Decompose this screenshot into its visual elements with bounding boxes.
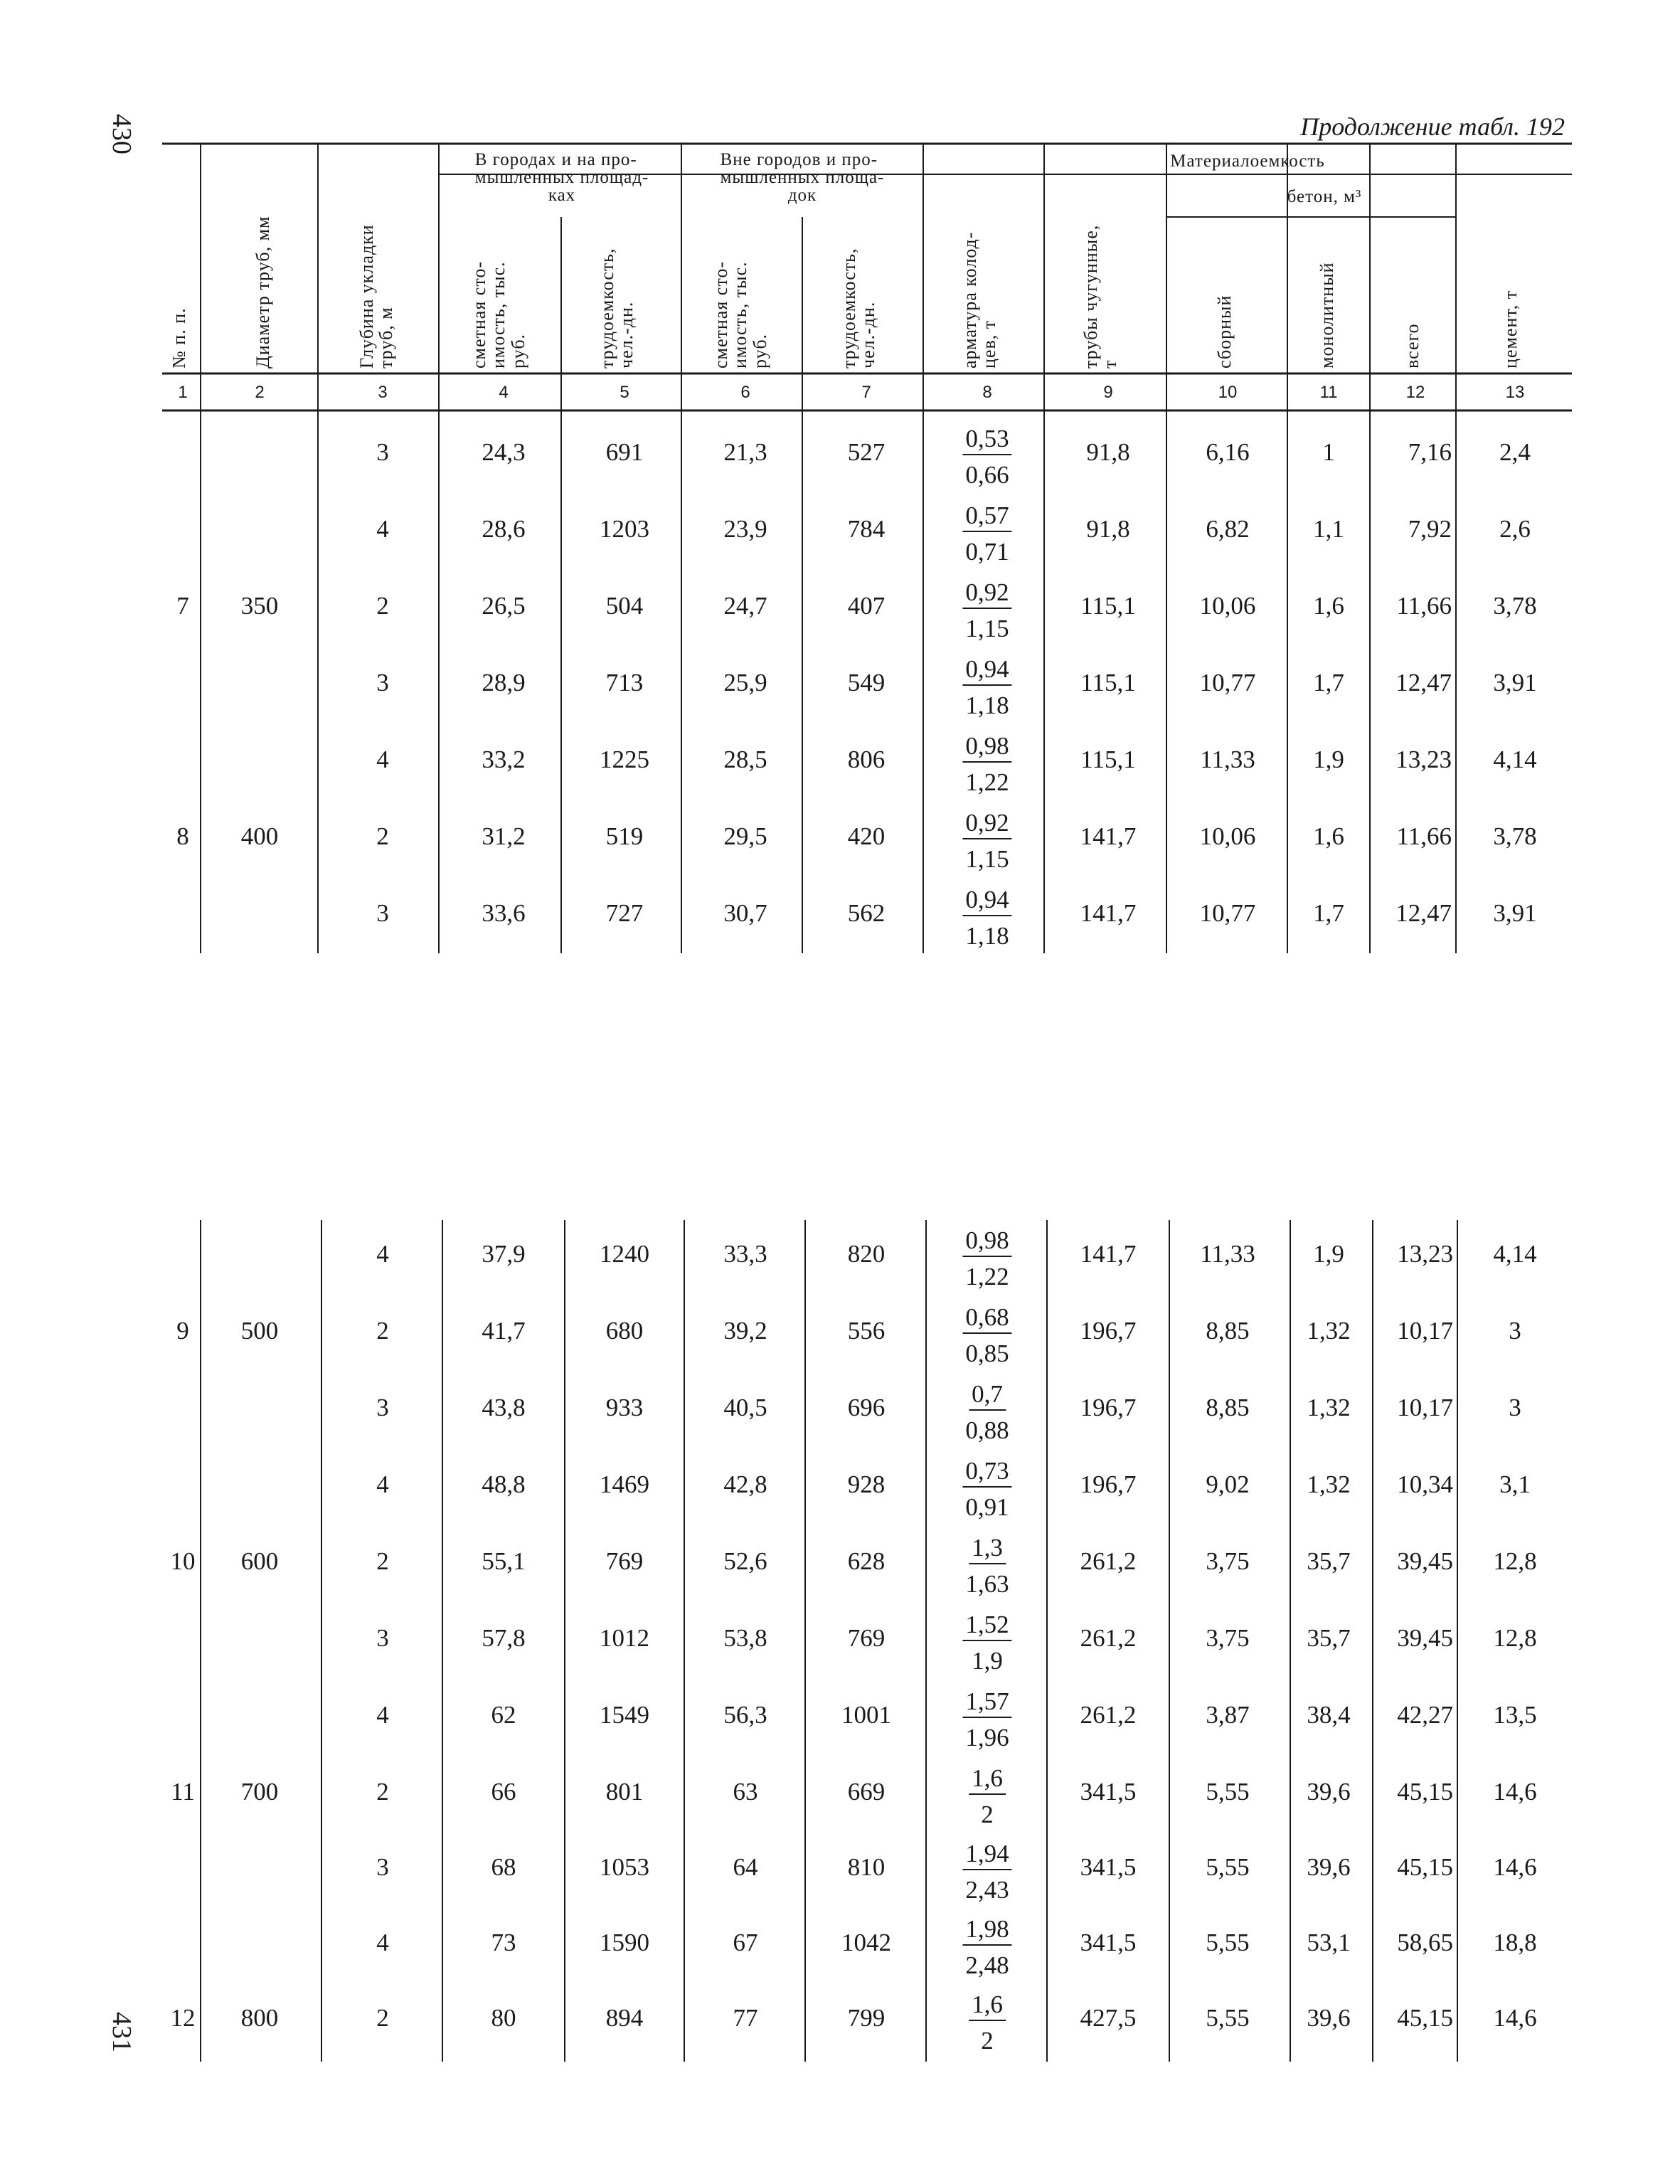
cell-depth: 3 <box>376 438 389 466</box>
rebar-denominator: 0,91 <box>965 1493 1009 1521</box>
cell-labor-cities: 1053 <box>600 1853 649 1881</box>
cell-monolithic: 1,32 <box>1307 1470 1351 1498</box>
header-outside-group: Вне городов и про- мышленных площа- док <box>720 150 885 205</box>
cell-cement: 2,6 <box>1499 515 1531 543</box>
column-number: 11 <box>1319 383 1338 402</box>
cell-labor-cities: 680 <box>605 1317 644 1345</box>
cell-cast-iron-pipes: 91,8 <box>1086 438 1130 466</box>
cell-cost-outside: 53,8 <box>723 1624 767 1652</box>
cell-labor-outside: 784 <box>847 515 886 543</box>
header-diameter: Диаметр труб, мм <box>252 216 273 369</box>
rebar-denominator: 0,85 <box>965 1340 1009 1367</box>
cell-cement: 3,91 <box>1493 899 1537 927</box>
group-diameter: 500 <box>240 1317 279 1345</box>
cell-cost-outside: 21,3 <box>723 438 767 466</box>
header-cement: цемент, т <box>1500 290 1521 369</box>
cell-total: 58,65 <box>1397 1929 1453 1956</box>
cell-rebar-fraction <box>965 1535 1009 1596</box>
cell-monolithic: 35,7 <box>1307 1624 1351 1652</box>
cell-cost-outside: 40,5 <box>723 1394 767 1421</box>
cell-cement: 3,78 <box>1493 822 1537 850</box>
cell-cost-cities: 24,3 <box>482 438 526 466</box>
group-diameter: 400 <box>240 822 279 850</box>
column-number: 13 <box>1505 383 1525 402</box>
cell-total: 12,47 <box>1395 899 1452 927</box>
cell-labor-cities: 504 <box>605 592 644 620</box>
cell-rebar-fraction <box>962 503 1011 564</box>
cell-total: 11,66 <box>1396 822 1452 850</box>
page-number-bottom: 431 <box>107 2012 137 2052</box>
cell-depth: 3 <box>376 1624 389 1652</box>
rebar-denominator: 0,71 <box>965 538 1009 566</box>
rebar-numerator: 0,57 <box>962 503 1011 532</box>
cell-precast: 6,82 <box>1206 515 1250 543</box>
header-material-group: Материалоемкость <box>1170 152 1325 171</box>
cell-cast-iron-pipes: 115,1 <box>1080 669 1136 696</box>
group-row-number: 10 <box>170 1547 196 1575</box>
cell-depth: 2 <box>376 1547 389 1575</box>
cell-cost-cities: 68 <box>491 1853 516 1881</box>
cell-cost-outside: 77 <box>733 2004 758 2032</box>
cell-rebar-fraction <box>962 1841 1011 1902</box>
header-cast-iron-pipes: трубы чугунные, т <box>1080 224 1121 369</box>
cell-cost-cities: 48,8 <box>482 1470 526 1498</box>
rebar-numerator: 0,92 <box>962 810 1011 839</box>
cell-rebar-fraction <box>962 580 1011 641</box>
cell-rebar-fraction <box>962 1612 1011 1673</box>
cell-labor-outside: 810 <box>847 1853 886 1881</box>
cell-cast-iron-pipes: 261,2 <box>1080 1701 1137 1729</box>
cell-total: 10,17 <box>1397 1394 1453 1421</box>
cell-cast-iron-pipes: 91,8 <box>1086 515 1130 543</box>
cell-total: 7,16 <box>1408 438 1452 466</box>
cell-cement: 3 <box>1509 1394 1521 1421</box>
cell-cost-cities: 66 <box>491 1778 516 1806</box>
cell-precast: 10,06 <box>1199 592 1256 620</box>
group-row-number: 7 <box>176 592 189 620</box>
cell-depth: 2 <box>376 1317 389 1345</box>
group-diameter: 700 <box>240 1778 279 1806</box>
cell-cast-iron-pipes: 141,7 <box>1080 899 1137 927</box>
rebar-denominator: 1,15 <box>965 845 1009 873</box>
cell-depth: 3 <box>376 1853 389 1881</box>
cell-cost-cities: 43,8 <box>482 1394 526 1421</box>
cell-labor-outside: 628 <box>847 1547 886 1575</box>
cell-total: 45,15 <box>1397 1778 1453 1806</box>
rebar-numerator: 1,52 <box>962 1612 1011 1641</box>
cell-cost-outside: 28,5 <box>723 746 767 773</box>
column-number: 2 <box>255 383 265 402</box>
cell-labor-outside: 527 <box>847 438 886 466</box>
cell-rebar-fraction <box>962 1689 1011 1750</box>
cell-cost-outside: 42,8 <box>723 1470 767 1498</box>
cell-labor-cities: 933 <box>605 1394 644 1421</box>
column-number: 3 <box>378 383 388 402</box>
cell-labor-outside: 928 <box>847 1470 886 1498</box>
cell-cost-cities: 33,6 <box>482 899 526 927</box>
cell-monolithic: 1,6 <box>1313 592 1344 620</box>
rebar-numerator: 0,98 <box>962 1228 1011 1257</box>
cell-precast: 9,02 <box>1206 1470 1250 1498</box>
header-concrete-group: бетон, м³ <box>1287 187 1362 206</box>
rebar-numerator: 0,92 <box>962 580 1011 609</box>
column-number: 4 <box>499 383 509 402</box>
header-cost-outside: сметная сто- имость, тыс. руб. <box>711 260 770 369</box>
column-number: 7 <box>861 383 871 402</box>
rebar-denominator: 2 <box>981 2027 994 2055</box>
cell-total: 13,23 <box>1397 1240 1453 1268</box>
rebar-numerator: 1,94 <box>962 1841 1011 1870</box>
rebar-denominator: 1,22 <box>965 768 1009 796</box>
cell-labor-cities: 894 <box>605 2004 644 2032</box>
cell-labor-outside: 407 <box>847 592 886 620</box>
cell-precast: 8,85 <box>1206 1394 1250 1421</box>
cell-rebar-fraction <box>969 1992 1006 2053</box>
rebar-denominator: 1,63 <box>965 1570 1009 1598</box>
cell-monolithic: 39,6 <box>1307 2004 1351 2032</box>
cell-precast: 11,33 <box>1200 1240 1255 1268</box>
cell-depth: 4 <box>376 1929 389 1956</box>
rebar-numerator: 1,3 <box>969 1535 1006 1564</box>
cell-cement: 12,8 <box>1493 1547 1537 1575</box>
table-continuation-caption: Продолжение табл. 192 <box>1300 112 1565 141</box>
cell-monolithic: 35,7 <box>1307 1547 1351 1575</box>
cell-cost-outside: 56,3 <box>723 1701 767 1729</box>
rebar-denominator: 1,15 <box>965 615 1009 642</box>
cell-precast: 5,55 <box>1206 1853 1250 1881</box>
cell-labor-cities: 691 <box>605 438 644 466</box>
cell-cast-iron-pipes: 141,7 <box>1080 1240 1137 1268</box>
column-number: 1 <box>178 383 188 402</box>
cell-labor-cities: 713 <box>605 669 644 696</box>
cell-cement: 3 <box>1509 1317 1521 1345</box>
cell-labor-cities: 519 <box>605 822 644 850</box>
cell-depth: 3 <box>376 669 389 696</box>
rebar-denominator: 1,22 <box>965 1263 1009 1290</box>
cell-cost-cities: 57,8 <box>482 1624 526 1652</box>
rebar-numerator: 0,7 <box>969 1382 1006 1411</box>
cell-rebar-fraction <box>962 1228 1011 1289</box>
cell-labor-outside: 556 <box>847 1317 886 1345</box>
cell-total: 12,47 <box>1395 669 1452 696</box>
cell-cement: 14,6 <box>1493 1853 1537 1881</box>
header-cities-group: В городах и на про- мышленных площад- ках <box>474 150 649 205</box>
cell-labor-outside: 669 <box>847 1778 886 1806</box>
cell-cost-outside: 52,6 <box>723 1547 767 1575</box>
cell-monolithic: 39,6 <box>1307 1853 1351 1881</box>
cell-precast: 6,16 <box>1206 438 1250 466</box>
rebar-denominator: 1,9 <box>972 1647 1003 1675</box>
cell-cost-outside: 39,2 <box>723 1317 767 1345</box>
cell-cost-cities: 37,9 <box>482 1240 526 1268</box>
rebar-numerator: 1,6 <box>969 1766 1006 1795</box>
cell-monolithic: 1,32 <box>1307 1394 1351 1421</box>
cell-total: 10,34 <box>1397 1470 1453 1498</box>
cell-labor-outside: 799 <box>847 2004 886 2032</box>
cell-total: 42,27 <box>1397 1701 1453 1729</box>
cell-total: 39,45 <box>1397 1547 1453 1575</box>
cell-cost-outside: 23,9 <box>723 515 767 543</box>
group-row-number: 12 <box>170 2004 196 2032</box>
cell-labor-outside: 696 <box>847 1394 886 1421</box>
rebar-numerator: 1,57 <box>962 1689 1011 1718</box>
cell-labor-outside: 562 <box>847 899 886 927</box>
cell-depth: 4 <box>376 1701 389 1729</box>
cell-labor-outside: 769 <box>847 1624 886 1652</box>
cell-precast: 10,77 <box>1199 669 1256 696</box>
column-number: 5 <box>620 383 629 402</box>
cell-depth: 4 <box>376 1470 389 1498</box>
cell-depth: 4 <box>376 746 389 773</box>
cell-cast-iron-pipes: 115,1 <box>1080 746 1136 773</box>
header-row-number: № п. п. <box>169 307 189 369</box>
cell-precast: 11,33 <box>1200 746 1255 773</box>
cell-labor-cities: 769 <box>605 1547 644 1575</box>
cell-monolithic: 1,7 <box>1313 669 1344 696</box>
column-number: 6 <box>740 383 750 402</box>
cell-cast-iron-pipes: 261,2 <box>1080 1547 1137 1575</box>
cell-total: 13,23 <box>1395 746 1452 773</box>
rebar-numerator: 1,6 <box>969 1992 1006 2021</box>
cell-cast-iron-pipes: 196,7 <box>1080 1317 1137 1345</box>
cell-total: 39,45 <box>1397 1624 1453 1652</box>
header-labor-cities: трудоемкость, чел.-дн. <box>597 248 637 369</box>
cell-precast: 3,75 <box>1206 1547 1250 1575</box>
cell-labor-outside: 549 <box>847 669 886 696</box>
cell-monolithic: 38,4 <box>1307 1701 1351 1729</box>
cell-cast-iron-pipes: 341,5 <box>1080 1853 1137 1881</box>
group-row-number: 9 <box>176 1317 189 1345</box>
cell-labor-outside: 1001 <box>841 1701 891 1729</box>
cell-cost-outside: 33,3 <box>723 1240 767 1268</box>
header-labor-outside: трудоемкость, чел.-дн. <box>839 248 879 369</box>
cell-labor-cities: 1240 <box>600 1240 649 1268</box>
cell-cost-cities: 26,5 <box>482 592 526 620</box>
rebar-denominator: 1,18 <box>965 922 1009 950</box>
cell-monolithic: 1 <box>1322 438 1335 466</box>
cell-cost-outside: 64 <box>733 1853 758 1881</box>
header-depth: Глубина укладки труб, м <box>356 224 397 369</box>
cell-total: 11,66 <box>1396 592 1452 620</box>
cell-monolithic: 53,1 <box>1307 1929 1351 1956</box>
cell-cost-cities: 80 <box>491 2004 516 2032</box>
cell-rebar-fraction <box>962 810 1011 871</box>
cell-cost-outside: 24,7 <box>723 592 767 620</box>
cell-cast-iron-pipes: 427,5 <box>1080 2004 1137 2032</box>
cell-monolithic: 1,7 <box>1313 899 1344 927</box>
header-precast: сборный <box>1214 295 1235 369</box>
rebar-denominator: 1,18 <box>965 691 1009 719</box>
cell-rebar-fraction <box>962 426 1011 487</box>
cell-monolithic: 1,1 <box>1313 515 1344 543</box>
cell-depth: 2 <box>376 2004 389 2032</box>
cell-precast: 10,77 <box>1199 899 1256 927</box>
rebar-denominator: 2,43 <box>965 1876 1009 1904</box>
rebar-numerator: 1,98 <box>962 1917 1011 1946</box>
cell-cost-outside: 30,7 <box>723 899 767 927</box>
rebar-denominator: 2 <box>981 1801 994 1828</box>
cell-cement: 2,4 <box>1499 438 1531 466</box>
header-total: всего <box>1402 323 1423 369</box>
cell-precast: 3,75 <box>1206 1624 1250 1652</box>
cell-rebar-fraction <box>962 1458 1011 1520</box>
cell-total: 10,17 <box>1397 1317 1453 1345</box>
cell-cost-outside: 25,9 <box>723 669 767 696</box>
cell-monolithic: 1,6 <box>1313 822 1344 850</box>
cell-cost-cities: 31,2 <box>482 822 526 850</box>
cell-cost-cities: 28,9 <box>482 669 526 696</box>
cell-labor-cities: 1469 <box>600 1470 649 1498</box>
cell-cast-iron-pipes: 141,7 <box>1080 822 1137 850</box>
cell-monolithic: 1,9 <box>1313 746 1344 773</box>
column-number: 10 <box>1218 383 1238 402</box>
header-monolithic: монолитный <box>1317 262 1337 369</box>
group-diameter: 350 <box>240 592 279 620</box>
cell-labor-outside: 806 <box>847 746 886 773</box>
rebar-denominator: 2,48 <box>965 1951 1009 1979</box>
cell-total: 45,15 <box>1397 1853 1453 1881</box>
cell-cost-cities: 28,6 <box>482 515 526 543</box>
cell-cement: 14,6 <box>1493 1778 1537 1806</box>
cell-labor-cities: 1203 <box>600 515 649 543</box>
cell-monolithic: 1,9 <box>1313 1240 1344 1268</box>
cell-precast: 8,85 <box>1206 1317 1250 1345</box>
cell-cost-cities: 33,2 <box>482 746 526 773</box>
column-number: 9 <box>1103 383 1113 402</box>
cell-depth: 2 <box>376 592 389 620</box>
cell-cost-cities: 55,1 <box>482 1547 526 1575</box>
cell-cement: 4,14 <box>1493 746 1537 773</box>
cell-depth: 2 <box>376 822 389 850</box>
cell-cement: 14,6 <box>1493 2004 1537 2032</box>
cell-precast: 5,55 <box>1206 2004 1250 2032</box>
cell-labor-outside: 1042 <box>841 1929 891 1956</box>
cell-cast-iron-pipes: 341,5 <box>1080 1778 1137 1806</box>
cell-precast: 3,87 <box>1206 1701 1250 1729</box>
page-number-top: 430 <box>107 114 137 154</box>
header-rebar: арматура колод- цев, т <box>959 231 1000 369</box>
cell-depth: 3 <box>376 899 389 927</box>
cell-labor-outside: 820 <box>847 1240 886 1268</box>
cell-cast-iron-pipes: 261,2 <box>1080 1624 1137 1652</box>
cell-labor-cities: 1225 <box>600 746 649 773</box>
cell-cost-outside: 29,5 <box>723 822 767 850</box>
group-row-number: 11 <box>171 1778 195 1806</box>
cell-total: 45,15 <box>1397 2004 1453 2032</box>
cell-total: 7,92 <box>1408 515 1452 543</box>
group-diameter: 800 <box>240 2004 279 2032</box>
cell-cost-cities: 41,7 <box>482 1317 526 1345</box>
cell-cast-iron-pipes: 196,7 <box>1080 1394 1137 1421</box>
column-number: 8 <box>982 383 992 402</box>
cell-depth: 2 <box>376 1778 389 1806</box>
cell-labor-cities: 1549 <box>600 1701 649 1729</box>
cell-cost-cities: 73 <box>491 1929 516 1956</box>
cell-rebar-fraction <box>962 733 1011 795</box>
cell-cement: 3,78 <box>1493 592 1537 620</box>
cell-rebar-fraction <box>962 1305 1011 1366</box>
rebar-numerator: 0,94 <box>962 657 1011 686</box>
rebar-numerator: 0,68 <box>962 1305 1011 1334</box>
rebar-denominator: 0,88 <box>965 1416 1009 1444</box>
cell-depth: 4 <box>376 1240 389 1268</box>
rebar-numerator: 0,53 <box>962 426 1011 455</box>
rebar-numerator: 0,94 <box>962 887 1011 916</box>
group-row-number: 8 <box>176 822 189 850</box>
cell-cement: 3,91 <box>1493 669 1537 696</box>
cell-cement: 4,14 <box>1493 1240 1537 1268</box>
cell-monolithic: 39,6 <box>1307 1778 1351 1806</box>
cell-cost-outside: 67 <box>733 1929 758 1956</box>
cell-rebar-fraction <box>962 657 1011 718</box>
group-diameter: 600 <box>240 1547 279 1575</box>
rebar-numerator: 0,98 <box>962 733 1011 763</box>
cell-cost-outside: 63 <box>733 1778 758 1806</box>
cell-depth: 4 <box>376 515 389 543</box>
rebar-denominator: 1,96 <box>965 1724 1009 1751</box>
cell-monolithic: 1,32 <box>1307 1317 1351 1345</box>
cell-rebar-fraction <box>962 887 1011 948</box>
cell-labor-cities: 801 <box>605 1778 644 1806</box>
cell-cement: 3,1 <box>1499 1470 1531 1498</box>
cell-rebar-fraction <box>962 1917 1011 1978</box>
cell-labor-cities: 1590 <box>600 1929 649 1956</box>
cell-cement: 12,8 <box>1493 1624 1537 1652</box>
rebar-denominator: 0,66 <box>965 461 1009 489</box>
cell-rebar-fraction <box>965 1382 1009 1443</box>
cell-labor-cities: 1012 <box>600 1624 649 1652</box>
cell-cast-iron-pipes: 341,5 <box>1080 1929 1137 1956</box>
cell-precast: 5,55 <box>1206 1778 1250 1806</box>
cell-labor-cities: 727 <box>605 899 644 927</box>
cell-precast: 10,06 <box>1199 822 1256 850</box>
cell-cement: 13,5 <box>1493 1701 1537 1729</box>
column-number: 12 <box>1405 383 1425 402</box>
cell-precast: 5,55 <box>1206 1929 1250 1956</box>
cell-depth: 3 <box>376 1394 389 1421</box>
cell-labor-outside: 420 <box>847 822 886 850</box>
header-cost-cities: сметная сто- имость, тыс. руб. <box>469 260 528 369</box>
cell-cast-iron-pipes: 196,7 <box>1080 1470 1137 1498</box>
rebar-numerator: 0,73 <box>962 1458 1011 1488</box>
cell-cost-cities: 62 <box>491 1701 516 1729</box>
cell-cast-iron-pipes: 115,1 <box>1080 592 1136 620</box>
cell-rebar-fraction <box>969 1766 1006 1827</box>
cell-cement: 18,8 <box>1493 1929 1537 1956</box>
